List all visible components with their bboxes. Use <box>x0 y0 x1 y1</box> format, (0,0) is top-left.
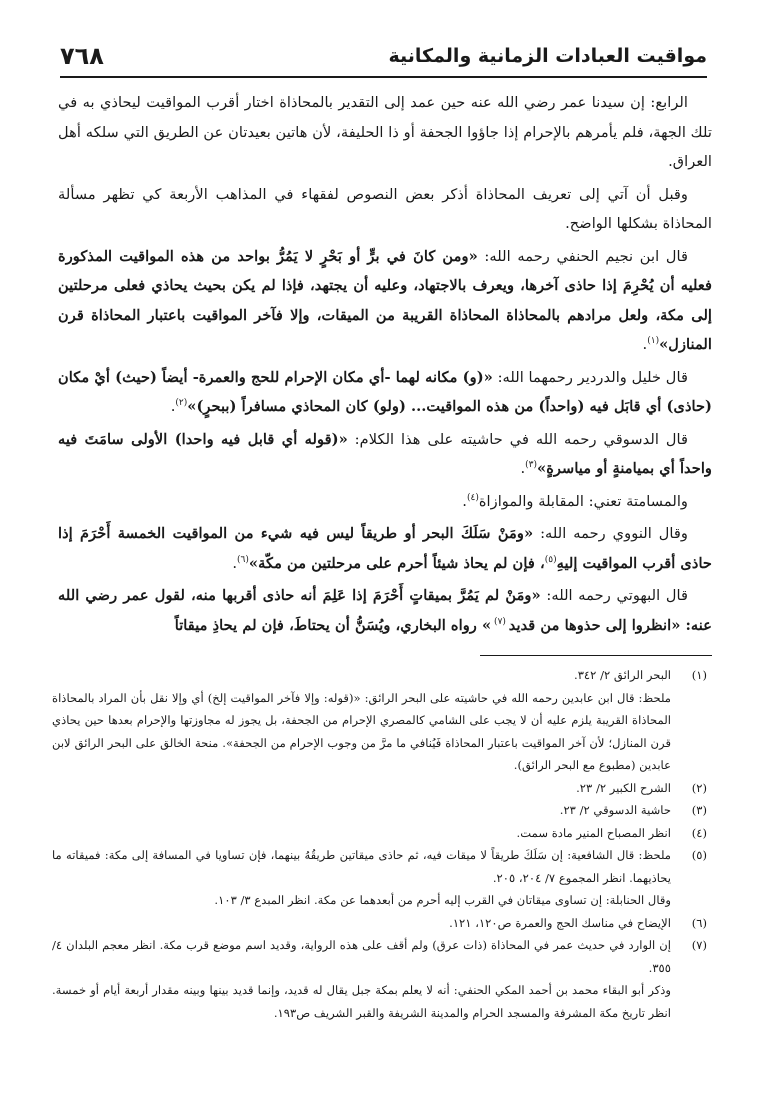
footnote <box>52 889 707 912</box>
paragraph <box>58 363 712 422</box>
footnote-text: إن الوارد في حديث عمر في المحاذاة (ذات عرق) ولم أقف على هذه الرواية، وقديد اسم موضع قرب مكة. انظر معجم البلدان ٤/ ٣٥٥. <box>52 938 671 975</box>
footnote <box>52 664 707 687</box>
quoted-text: ، فإن لم يحاذ شيئاً أحرم على مرحلتين من مكّة» <box>248 554 545 572</box>
footnote-text: ملحظ: قال الشافعية: إن سَلَكَ طريقاً لا ميقات فيه، ثم حاذى ميقاتين طريقُهُ بينهما، فإن تساويا في المسافة إلى مكة: فميقاته ما يحاذيهما. انظر المجموع ٧/ ٢٠٤، ٢٠٥. <box>52 848 671 885</box>
footnote <box>52 844 707 889</box>
footnote <box>52 687 707 777</box>
punctuation: . <box>462 492 467 510</box>
paragraph-text: الرابع: إن سيدنا عمر رضي الله عنه حين عمد إلى التقدير بالمحاذاة اختار أقرب المواقيت ليحاذي به في تلك الجهة، فلم يأمرهم بالإحرام إذا جاؤوا الجحفة أو ذا الحليفة، لأن هاتين بعيدتان عن الطريق التي سلكه أهل العراق. <box>58 94 712 170</box>
footnote-ref: (١) <box>647 336 660 347</box>
paragraph <box>58 180 712 239</box>
footnote-number: (٢) <box>691 780 707 795</box>
footnote-ref: (٧) <box>491 616 509 627</box>
footnote-text: انظر المصباح المنير مادة سمت. <box>516 825 671 840</box>
footnote <box>52 934 707 979</box>
footnote-number: (٤) <box>691 825 707 840</box>
quote-attribution: قال ابن نجيم الحنفي رحمه الله: <box>477 247 688 265</box>
footnote-ref: (٢) <box>175 398 188 409</box>
punctuation: . <box>170 398 176 415</box>
punctuation: . <box>232 554 238 572</box>
paragraph-text: وقبل أن آتي إلى تعريف المحاذاة أذكر بعض النصوص لفقهاء في المذاهب الأربعة كي تظهر مسألة المحاذاة بشكلها الواضح. <box>58 185 712 232</box>
paragraph-text: والمسامتة تعني: المقابلة والموازاة <box>478 492 688 510</box>
main-text <box>58 88 712 643</box>
footnote-number: (١) <box>691 668 707 682</box>
footnote-text: حاشية الدسوقي ٢/ ٢٣. <box>559 803 671 817</box>
quoted-text: «ومَنْ لم يَمُرَّ بميقاتٍ أَحْرَمَ إذا عَلِمَ أنه حاذى أقربها منه، لقول عمر رضي الله عنه: «انظروا إلى حذوها من قديد <box>58 587 712 634</box>
footnote-number <box>671 979 707 1024</box>
footnote <box>52 822 707 845</box>
quote-attribution: وقال النووي رحمه الله: <box>533 525 688 542</box>
quoted-text: «(و) مكانه لهما -أي مكان الإحرام للحج والعمرة- أيضاً (حيث) أيْ مكان (حاذى) أي قابَل فيه (واحداً) من هذه المواقيت... (ولو) كان المحاذي مسافراً (ببحرٍ)» <box>58 368 712 415</box>
footnote-number: (٥) <box>691 848 707 862</box>
footnote-text: وقال الحنابلة: إن تساوى ميقاتان في القرب إليه أحرم من أبعدهما عن مكة. انظر المبدع ٣/ ١٠٣. <box>214 893 671 907</box>
paragraph <box>58 425 712 484</box>
paragraph <box>58 88 712 177</box>
footnote-ref: (٣) <box>525 460 538 471</box>
footnote-ref: (٤) <box>466 492 479 503</box>
paragraph <box>58 519 712 578</box>
footnote-text: الشرح الكبير ٢/ ٢٣. <box>576 780 671 795</box>
quoted-text: «(قوله أي قابل فيه واحدا) الأولى سامَتَ فيه واحداً أي بميامنةٍ أو مياسرةٍ» <box>58 430 712 477</box>
footnote-number: (٣) <box>691 803 707 817</box>
paragraph <box>58 242 712 360</box>
footnote-text: ملحظ: قال ابن عابدين رحمه الله في حاشيته على البحر الرائق: «(قوله: وإلا فآخر المواقيت إلخ) أي وإلا نقل بأن المراد بالمحاذاة المحاذاة القريبة يلزم عليه أن لا يجب على الشامي كالمصري الإحرام من الجحفة، بل يجوز له مجاوزتها والإحرام بعدها حين يحاذي قرن المنازل؛ لأن آخر المواقيت باعتبار المحاذاة فَيُنافي ما مرَّ من وجوب الإحرام من الجحفة». منحة الخالق على البحر الرائق لابن عابدين (مطبوع مع البحر الرائق). <box>52 690 671 772</box>
footnote-number <box>671 889 707 912</box>
quote-attribution: قال خليل والدردير رحمهما الله: <box>492 368 688 386</box>
quoted-text: «ومن كانَ في برٍّ أو بَحْرٍ لا يَمُرُّ بواحد من هذه المواقيت المذكورة فعليه أن يُحْرِمَ إذا حاذى آخرها، ويعرف بالاجتهاد، وعليه أن يجتهد، فإذا لم يكن بحيث يحاذي فعلى مرحلتين إلى مكة، ولعل مرادهم بالمحاذاة المحاذاة القريبة من الميقات، وإلا فآخر المواقيت باعتبار المحاذاة قرن المنازل» <box>58 247 712 353</box>
footnote <box>52 777 707 800</box>
footnote <box>52 979 707 1024</box>
footnote-ref: (٦) <box>237 554 249 565</box>
running-title: مواقيت العبادات الزمانية والمكانية <box>388 45 707 67</box>
punctuation: . <box>642 336 648 353</box>
footnote <box>52 912 707 935</box>
footnote-text: البحر الرائق ٢/ ٣٤٢. <box>574 668 671 682</box>
footnote-separator <box>480 655 712 656</box>
paragraph <box>58 581 712 640</box>
quote-attribution: قال الدسوقي رحمه الله في حاشيته على هذا الكلام: <box>347 430 688 448</box>
paragraph <box>58 487 712 517</box>
quoted-text: «ومَنْ سَلَكَ البحر أو طريقاً ليس فيه شيء من المواقيت الخمسة أَحْرَمَ إذا حاذى أقرب المواقيت إليهِ <box>58 525 712 572</box>
page-number: ٧٦٨ <box>60 42 104 70</box>
quoted-text: » رواه البخاري، ويُسَنُّ أن يحتاطَ، فإن لم يحاذِ ميقاتاً <box>174 616 492 634</box>
footnote-number: (٦) <box>691 915 707 930</box>
footnote-number <box>671 687 707 777</box>
quote-attribution: قال البهوتي رحمه الله: <box>540 587 689 604</box>
footnote <box>52 799 707 822</box>
punctuation: . <box>520 460 526 477</box>
footnote-text: وذكر أبو البقاء محمد بن أحمد المكي الحنفي: أنه لا يعلم بمكة جبل يقال له قديد، وإنما قديد بينها وبينه مقدار أربعة أيام أو خمسة. انظر تاريخ مكة المشرفة والمسجد الحرام والمدينة الشريفة والقبر الشريف ص١٩٣. <box>52 983 671 1020</box>
footnote-text: الإيضاح في مناسك الحج والعمرة ص١٢٠، ١٢١. <box>449 915 671 930</box>
page-header <box>60 36 707 78</box>
footnotes <box>52 664 707 1024</box>
footnote-number: (٧) <box>691 938 707 952</box>
footnote-ref: (٥) <box>544 554 557 565</box>
